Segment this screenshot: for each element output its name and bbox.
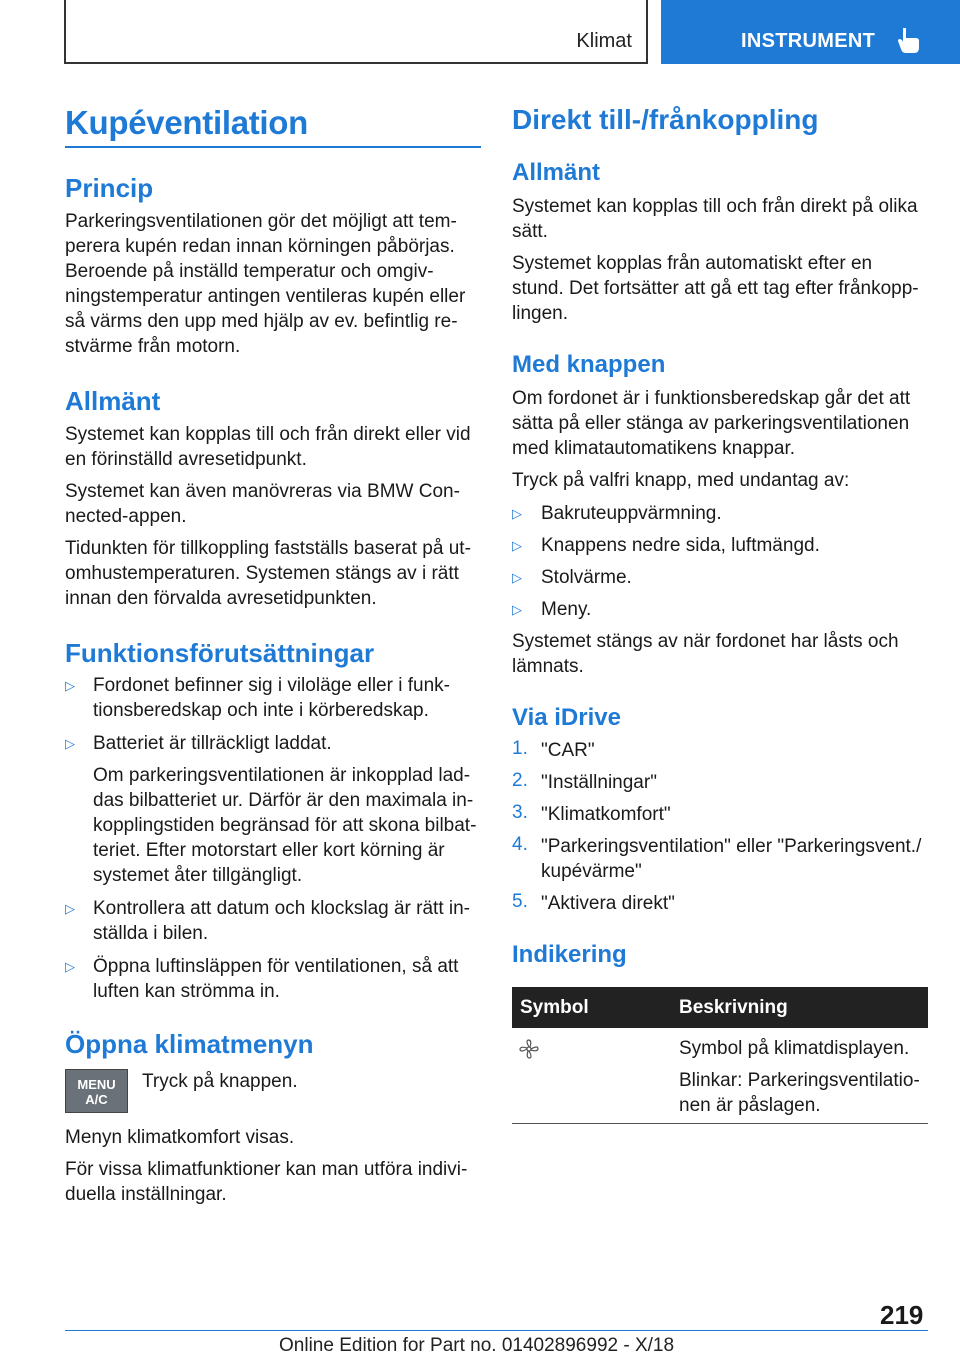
list-item: Meny. — [541, 599, 592, 620]
header-tab-klimat — [64, 0, 648, 64]
text-line: Beroende på inställd temperatur och omgiv- — [65, 261, 434, 282]
table-cell: Symbol på klimatdisplayen. — [679, 1038, 910, 1059]
text-line: innan den förvalda avresetidpunkten. — [65, 588, 377, 609]
text-line: lingen. — [512, 303, 568, 324]
bullet-icon: ▷ — [512, 506, 522, 521]
table-bottom-rule — [512, 1123, 928, 1124]
text-line: Tidunkten för tillkoppling fastställs baserat på ut- — [65, 538, 471, 559]
step-text: "CAR" — [541, 740, 595, 761]
text-line: ningstemperatur antingen ventileras kupén eller — [65, 286, 466, 307]
table-cell: Blinkar: Parkeringsventilatio- — [679, 1070, 920, 1091]
text-line: tionsberedskap och inte i körberedskap. — [93, 700, 429, 721]
menu-button-label: MENU — [77, 1077, 116, 1092]
step-number: 2. — [512, 770, 528, 791]
heading-med-knappen: Med knappen — [512, 351, 666, 378]
text-line: Tryck på knappen. — [142, 1071, 298, 1092]
text-line: Menyn klimatkomfort visas. — [65, 1127, 295, 1148]
text-line: teriet. Efter motorstart eller kort körning är — [93, 840, 445, 861]
bullet-icon: ▷ — [512, 602, 522, 617]
step-text: "Inställningar" — [541, 772, 657, 793]
text-line: Parkeringsventilationen gör det möjligt att tem- — [65, 211, 457, 232]
text-line: För vissa klimatfunktioner kan man utföra indivi- — [65, 1159, 468, 1180]
bullet-icon: ▷ — [65, 901, 75, 916]
text-line: en förinställd avresetidpunkt. — [65, 449, 307, 470]
text-line: Fordonet befinner sig i viloläge eller i funk- — [93, 675, 450, 696]
text-line: Om fordonet är i funktionsberedskap går det att — [512, 388, 911, 409]
heading-allmant-left: Allmänt — [65, 386, 161, 416]
footer-edition: Online Edition for Part no. 01402896992 - X/18 — [279, 1335, 675, 1356]
text-line: Systemet stängs av när fordonet har låsts och — [512, 631, 899, 652]
text-line: das bilbatteriet ur. Därför är den maximala in- — [93, 790, 474, 811]
ventilation-fan-icon — [518, 1038, 540, 1060]
text-line: Öppna luftinsläppen för ventilationen, så att — [93, 956, 459, 977]
list-item: Bakruteuppvärmning. — [541, 503, 722, 524]
text-line: sätt. — [512, 221, 548, 242]
active-tab-label: INSTRUMENT — [741, 30, 876, 52]
text-line: med klimatautomatikens knappar. — [512, 438, 796, 459]
text-line: Systemet kan kopplas till och från direkt eller vid — [65, 424, 471, 445]
col-symbol: Symbol — [520, 997, 589, 1018]
footer-rule — [65, 1330, 928, 1331]
text-line: Tryck på valfri knapp, med undantag av: — [512, 470, 850, 491]
list-item: Stolvärme. — [541, 567, 632, 588]
text-line: stvärme från motorn. — [65, 336, 241, 357]
table-cell: nen är påslagen. — [679, 1095, 821, 1116]
heading-direkt-koppling: Direkt till-/frånkoppling — [512, 104, 819, 135]
text-line: Systemet kopplas från automatiskt efter en — [512, 253, 873, 274]
menu-ac-button-icon — [65, 1069, 128, 1113]
text-line: Batteriet är tillräckligt laddat. — [93, 733, 332, 754]
header-tab-instrument — [661, 0, 960, 64]
text-line: Systemet kan kopplas till och från direkt på olika — [512, 196, 918, 217]
ac-button-label: A/C — [85, 1092, 108, 1107]
heading-princip: Princip — [65, 173, 154, 203]
text-line: Systemet kan även manövreras via BMW Con- — [65, 481, 460, 502]
bullet-icon: ▷ — [65, 678, 75, 693]
table-header — [512, 987, 928, 1028]
list-item: Knappens nedre sida, luftmängd. — [541, 535, 820, 556]
step-number: 4. — [512, 834, 528, 855]
text-line: duella inställningar. — [65, 1184, 227, 1205]
heading-allmant-right: Allmänt — [512, 159, 601, 186]
step-text: "Aktivera direkt" — [541, 893, 675, 914]
text-line: lämnats. — [512, 656, 584, 677]
step-number: 3. — [512, 802, 528, 823]
heading-via-idrive: Via iDrive — [512, 704, 621, 731]
text-line: nected-appen. — [65, 506, 187, 527]
text-line: systemet åter tillgängligt. — [93, 865, 303, 886]
step-number: 5. — [512, 891, 528, 912]
section-tab-label: Klimat — [576, 30, 632, 52]
step-text: "Parkeringsventilation" eller "Parkeringsvent./ — [541, 836, 922, 857]
text-line: omhustemperaturen. Systemen stängs av i rätt — [65, 563, 459, 584]
step-text: "Klimatkomfort" — [541, 804, 671, 825]
text-line: Kontrollera att datum och klockslag är rätt in- — [93, 898, 471, 919]
text-line: Om parkeringsventilationen är inkopplad lad- — [93, 765, 471, 786]
bullet-icon: ▷ — [512, 570, 522, 585]
pointing-hand-icon — [896, 26, 920, 54]
bullet-icon: ▷ — [512, 538, 522, 553]
step-text: kupévärme" — [541, 861, 642, 882]
bullet-icon: ▷ — [65, 736, 75, 751]
text-line: stund. Det fortsätter att gå ett tag efter frånkopp- — [512, 278, 919, 299]
text-line: ställda i bilen. — [93, 923, 209, 944]
text-line: perera kupén redan innan körningen påbörjas. — [65, 236, 455, 257]
text-line: sätta på eller stänga av parkeringsventilationen — [512, 413, 910, 434]
page-number: 219 — [880, 1300, 924, 1330]
text-line: luften kan strömma in. — [93, 981, 280, 1002]
heading-oppna-klimatmenyn: Öppna klimatmenyn — [65, 1029, 314, 1059]
text-line: så värms den upp med hjälp av ev. befintlig re- — [65, 311, 458, 332]
heading-indikering: Indikering — [512, 941, 627, 968]
heading-funktionsforutsattningar: Funktionsförutsättningar — [65, 638, 375, 668]
title-rule — [65, 146, 481, 148]
text-line: kopplingstiden begränsad för att skona bilbat- — [93, 815, 477, 836]
page-title: Kupéventilation — [65, 104, 309, 141]
col-description: Beskrivning — [679, 997, 788, 1018]
bullet-icon: ▷ — [65, 959, 75, 974]
step-number: 1. — [512, 738, 528, 759]
